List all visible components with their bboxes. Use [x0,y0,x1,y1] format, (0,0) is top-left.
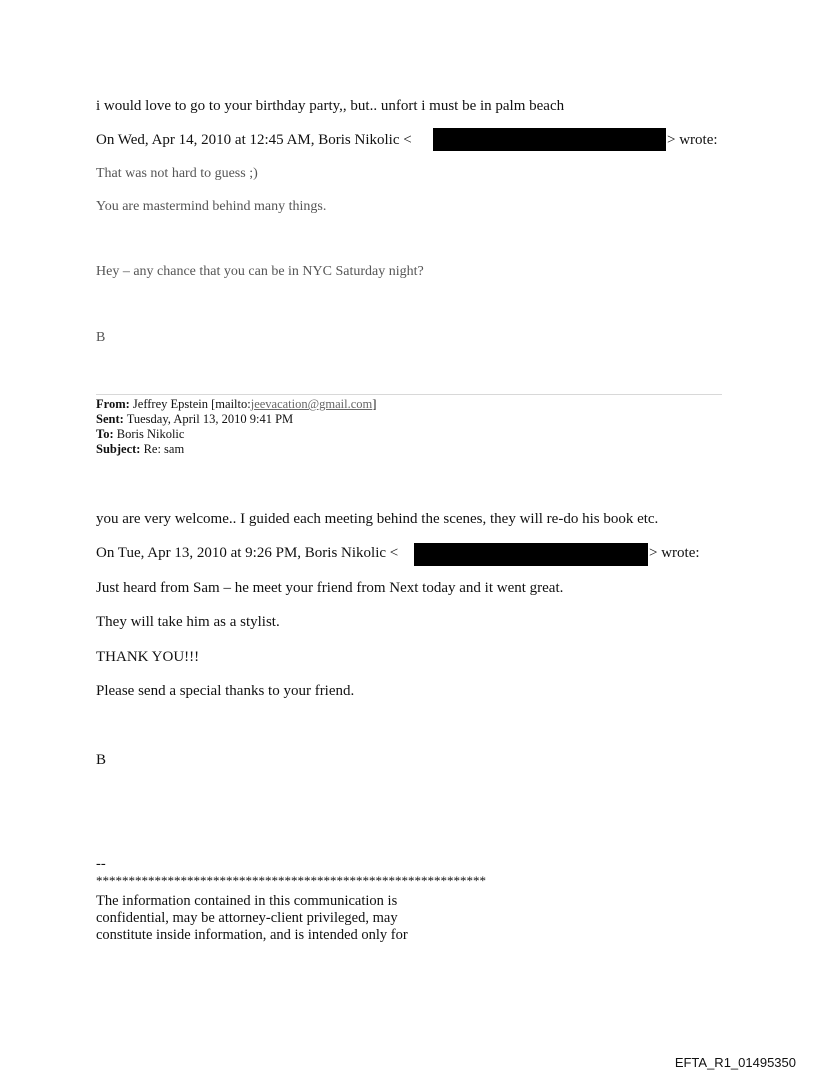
from-line: From: Jeffrey Epstein [mailto:jeevacation@gmail.com] [96,397,377,411]
subject-line: Subject: Re: sam [96,442,185,456]
quoted-signature: B [96,752,107,768]
quoted-line: That was not hard to guess ;) [96,166,258,181]
to-line: To: Boris Nikolic [96,427,185,441]
quoted-line: They will take him as a stylist. [96,614,280,630]
disclaimer-line: constitute inside information, and is intended only for [96,927,408,943]
quoted-line: Hey – any chance that you can be in NYC Saturday night? [96,264,424,279]
quote-header-2: On Tue, Apr 13, 2010 at 9:26 PM, Boris Nikolic < [96,545,399,561]
quote-header-1: On Wed, Apr 14, 2010 at 12:45 AM, Boris Nikolic < [96,132,412,148]
quoted-line: Just heard from Sam – he meet your friend from Next today and it went great. [96,580,564,596]
reply-body-1: i would love to go to your birthday party,, but.. unfort i must be in palm beach [96,98,565,114]
quote-header-suffix: > wrote: [649,545,700,561]
quoted-signature: B [96,330,106,345]
quoted-line: You are mastermind behind many things. [96,199,327,214]
document-id: EFTA_R1_01495350 [674,1055,796,1070]
redaction-block [433,128,666,151]
quote-header-suffix: > wrote: [667,132,718,148]
quoted-line: Please send a special thanks to your friend. [96,683,355,699]
signature-dashes: -- [96,856,106,872]
sent-line: Sent: Tuesday, April 13, 2010 9:41 PM [96,412,294,426]
quote-header-prefix: On Tue, Apr 13, 2010 at 9:26 PM, Boris Nikolic [96,545,387,561]
header-divider [96,394,722,395]
disclaimer-stars: ************************************************************ [96,873,486,888]
disclaimer-line: The information contained in this communication is [96,893,398,909]
reply-body-2: you are very welcome.. I guided each meeting behind the scenes, they will re-do his book etc. [96,511,659,527]
quote-header-prefix: On Wed, Apr 14, 2010 at 12:45 AM, Boris Nikolic [96,132,400,148]
redaction-block [414,543,648,566]
quoted-line: THANK YOU!!! [96,649,200,665]
disclaimer-line: confidential, may be attorney-client privileged, may [96,910,398,926]
from-email-link[interactable]: jeevacation@gmail.com [250,397,373,411]
